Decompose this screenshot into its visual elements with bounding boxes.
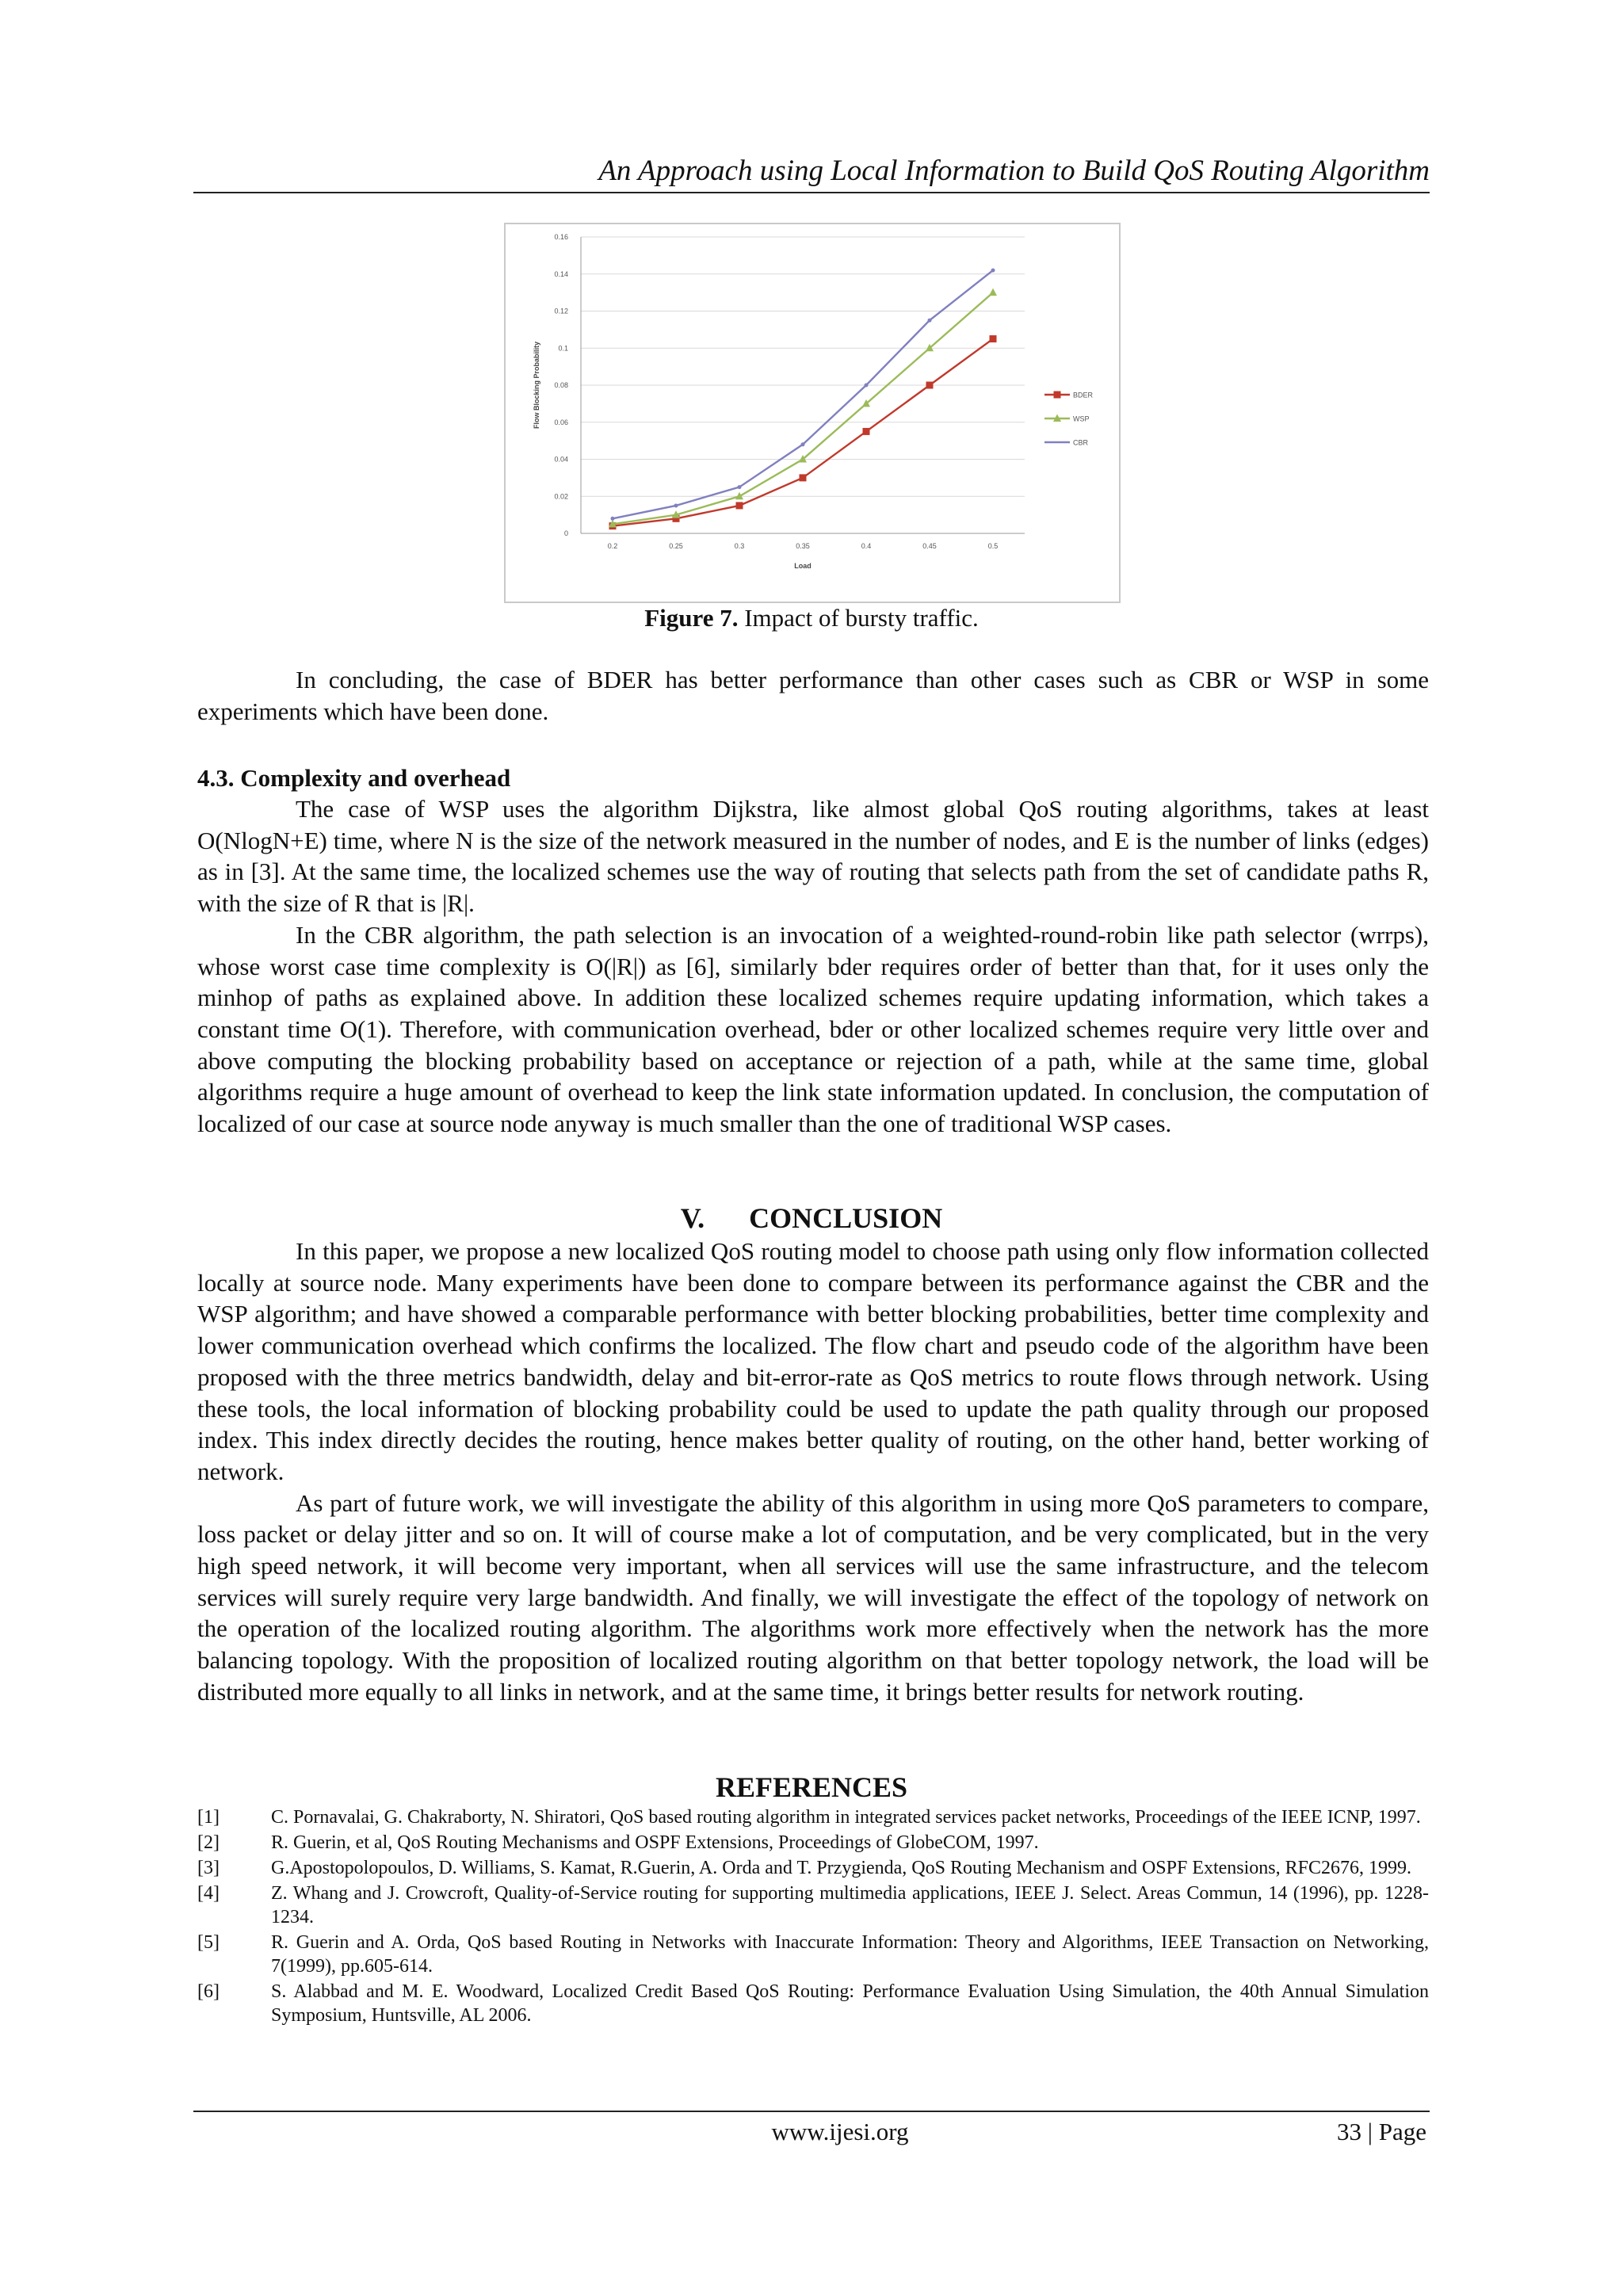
data-point-cbr — [611, 517, 615, 521]
header-rule — [193, 192, 1430, 193]
footer-website[interactable]: www.ijesi.org — [771, 2118, 909, 2145]
x-tick-label: 0.45 — [922, 542, 937, 550]
section-title-text: CONCLUSION — [749, 1202, 943, 1234]
x-tick-label: 0.2 — [607, 542, 618, 550]
y-tick-label: 0.12 — [554, 307, 568, 315]
reference-item — [197, 1931, 1429, 1978]
data-point-cbr — [865, 384, 869, 388]
conclusion-body — [197, 1236, 1429, 1708]
y-tick-label: 0.16 — [554, 233, 568, 241]
reference-number: [3] — [197, 1858, 220, 1878]
reference-item — [197, 1805, 1429, 1829]
legend-label-cbr: CBR — [1073, 438, 1089, 447]
figure-label: Figure 7. — [644, 604, 739, 632]
paragraph: As part of future work, we will investigate the ability of this algorithm in using more QoS parameters to compare, loss packet or delay jitter and so on. It will of course make a lot of computation, and be very complicated, but in the very high speed network, it will become very important, when all services will use the same infrastructure, and the telecom services will surely require very large bandwidth. And finally, we will investigate the effect of the topology of network on the operation of the localized routing algorithm. The algorithms work more effectively when the network has the more balancing topology. With the proposition of localized routing algorithm on that better topology network, the load will be distributed more equally to all links in network, and at the same time, it brings better results for network routing. — [197, 1488, 1429, 1706]
reference-item — [197, 1856, 1429, 1880]
data-point-bder — [800, 474, 807, 481]
x-tick-label: 0.4 — [861, 542, 872, 550]
concluding-paragraph-block — [197, 664, 1429, 727]
y-axis-title: Flow Blocking Probability — [533, 341, 540, 430]
reference-text: R. Guerin and A. Orda, QoS based Routing in Networks with Inaccurate Information: Theory and Algorithms, IEEE Transaction on Networking, 7(1999), pp.605-614. — [271, 1932, 1429, 1977]
data-point-cbr — [801, 442, 805, 446]
series-line-bder — [613, 339, 993, 526]
paragraph: The case of WSP uses the algorithm Dijkstra, like almost global QoS routing algorithms, takes at least O(NlogN+E) time, where N is the size of the network measured in the number of nodes, and E is the number of links (edges) as in [3]. At the same time, the localized schemes use the way of routing that selects path from the set of candidate paths R, with the size of R that is |R|. — [197, 795, 1429, 918]
y-tick-label: 0.04 — [554, 455, 568, 464]
section-heading — [193, 1200, 1430, 1236]
paragraph: In the CBR algorithm, the path selection is an invocation of a weighted-round-robin like path selector (wrrps), whose worst case time complexity is O(|R|) as [6], similarly bder requires order of better than that, for it uses only the minhop of paths as explained above. In addition these localized schemes require updating information, which takes a constant time O(1). Therefore, with communication overhead, bder or other localized schemes require very little over and above computing the blocking probability based on acceptance or rejection of a path, while at the same time, global algorithms require a huge amount of overhead to keep the link state information updated. In conclusion, the computation of localized of our case at source node anyway is much smaller than the one of traditional WSP cases. — [197, 920, 1429, 1138]
data-point-cbr — [991, 269, 995, 273]
data-point-cbr — [928, 319, 932, 323]
x-axis-title: Load — [794, 562, 812, 570]
figure-caption — [193, 602, 1430, 634]
subsection-body — [197, 793, 1429, 1140]
y-tick-label: 0.1 — [558, 344, 568, 353]
figure-7-chart — [504, 223, 1121, 603]
data-point-cbr — [738, 485, 742, 489]
data-point-bder — [926, 382, 934, 389]
reference-number: [6] — [197, 1981, 220, 2002]
footer-rule — [193, 2111, 1430, 2112]
x-tick-label: 0.25 — [669, 542, 683, 550]
reference-number: [1] — [197, 1807, 220, 1828]
chart-svg — [506, 224, 1119, 602]
section-number: V. — [680, 1202, 705, 1234]
reference-item — [197, 1980, 1429, 2027]
data-point-bder — [990, 335, 997, 342]
legend-label-wsp: WSP — [1073, 415, 1090, 423]
reference-number: [2] — [197, 1832, 220, 1853]
legend-marker-bder — [1054, 392, 1061, 399]
footer-page-number: 33 | Page — [1337, 2118, 1426, 2145]
data-point-wsp — [989, 288, 997, 296]
subsection-title: 4.3. Complexity and overhead — [197, 764, 511, 792]
reference-item — [197, 1881, 1429, 1929]
paragraph: In this paper, we propose a new localized QoS routing model to choose path using only flow information collected locally at source node. Many experiments have been done to compare between its performance against the CBR and the WSP algorithm; and have showed a comparable performance with better blocking probabilities, better time complexity and lower communication overhead which confirms the localized. The flow chart and pseudo code of the algorithm have been proposed with the three metrics bandwidth, delay and bit-error-rate as QoS metrics to route flows through network. Using these tools, the local information of blocking probability could be used to update the path quality through our proposed index. This index directly decides the routing, hence makes better quality of routing, on the other hand, better working of network. — [197, 1237, 1429, 1485]
y-tick-label: 0.06 — [554, 418, 568, 426]
reference-text: Z. Whang and J. Crowcroft, Quality-of-Service routing for supporting multimedia applications, IEEE J. Select. Areas Commun, 14 (1996), pp. 1228-1234. — [271, 1883, 1429, 1927]
reference-text: G.Apostopolopoulos, D. Williams, S. Kamat, R.Guerin, A. Orda and T. Przygienda, QoS Routing Mechanism and OSPF Extensions, RFC2676, 1999. — [271, 1858, 1412, 1878]
running-title: An Approach using Local Information to Build QoS Routing Algorithm — [598, 155, 1430, 187]
reference-item — [197, 1831, 1429, 1855]
series-line-wsp — [613, 292, 993, 524]
data-point-bder — [863, 428, 870, 435]
reference-text: R. Guerin, et al, QoS Routing Mechanisms and OSPF Extensions, Proceedings of GlobeCOM, 1997. — [271, 1832, 1039, 1853]
legend-label-bder: BDER — [1073, 391, 1094, 399]
figure-caption-text: Impact of bursty traffic. — [744, 604, 979, 632]
y-tick-label: 0.02 — [554, 492, 568, 501]
y-tick-label: 0.14 — [554, 269, 568, 278]
reference-number: [4] — [197, 1883, 220, 1904]
x-tick-label: 0.5 — [987, 542, 999, 550]
references-title: REFERENCES — [715, 1771, 908, 1803]
x-tick-label: 0.3 — [734, 542, 745, 550]
y-tick-label: 0 — [563, 529, 568, 537]
reference-text: C. Pornavalai, G. Chakraborty, N. Shiratori, QoS based routing algorithm in integrated services packet networks, Proceedings of the IEEE ICNP, 1997. — [271, 1807, 1421, 1828]
x-tick-label: 0.35 — [796, 542, 810, 550]
reference-number: [5] — [197, 1932, 220, 1953]
y-tick-label: 0.08 — [554, 381, 568, 389]
references-list — [197, 1805, 1429, 2029]
data-point-cbr — [674, 503, 678, 507]
reference-text: S. Alabbad and M. E. Woodward, Localized Credit Based QoS Routing: Performance Evaluation Using Simulation, the 40th Annual Simulation Symposium, Huntsville, AL 2006. — [271, 1981, 1429, 2026]
data-point-bder — [736, 502, 743, 509]
paragraph: In concluding, the case of BDER has better performance than other cases such as CBR or WSP in some experiments which have been done. — [197, 666, 1429, 725]
